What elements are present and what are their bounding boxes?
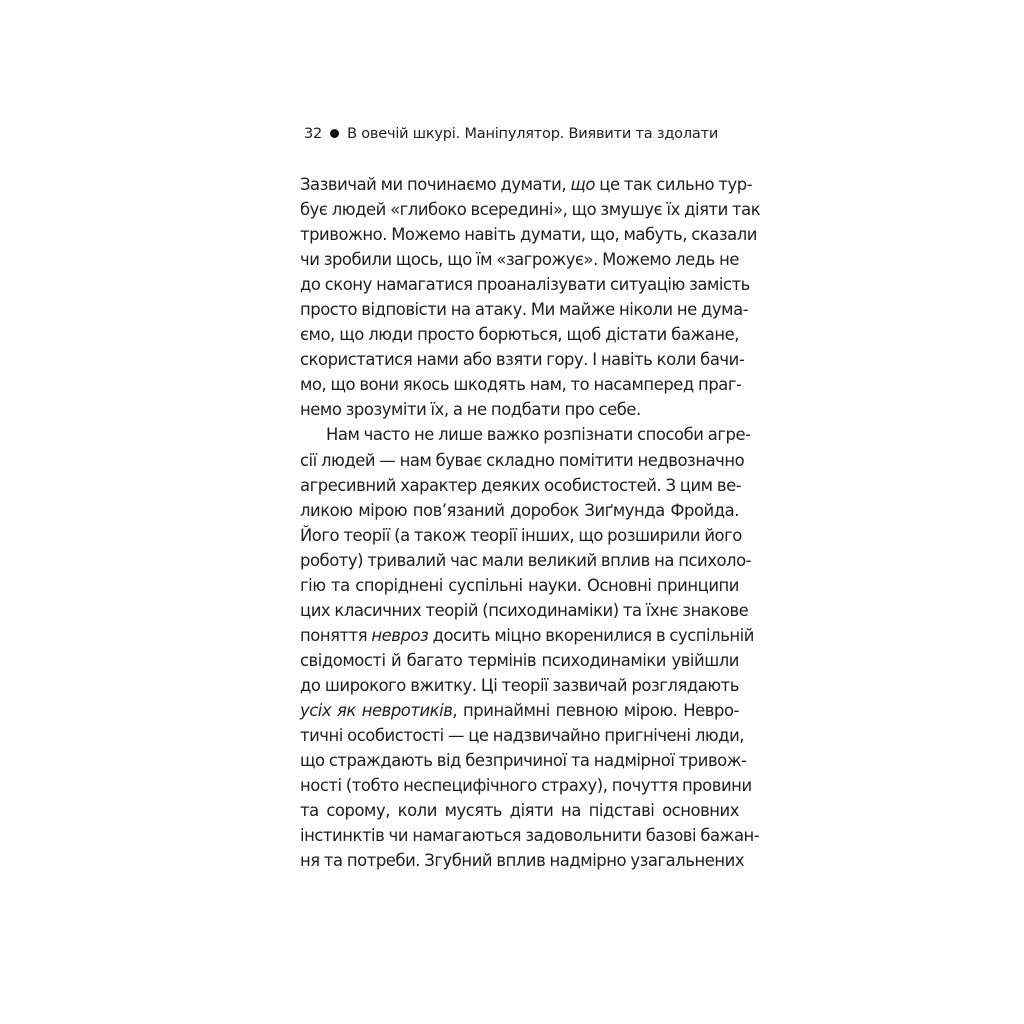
page-number: 32 (304, 126, 323, 142)
text-span: до широкого вжитку. Ці теорії зазвичай розглядають (300, 675, 739, 695)
text-span: це так сильно тур- (594, 175, 753, 194)
text-span: мо, що вони якось шкодять нам, то насамперед праг- (300, 375, 742, 395)
italic-text: що (570, 175, 595, 194)
text-line (300, 548, 752, 573)
text-span: цих класичних теорій (психодинаміки) та їхнє знакове (300, 600, 749, 620)
body-text (300, 172, 761, 873)
text-span: тривожно. Можемо навіть думати, що, мабуть, сказали (300, 225, 757, 245)
text-span: бує людей «глибоко всередині», що змушує їх діяти так (300, 200, 761, 220)
text-line (300, 422, 751, 447)
text-span: Зазвичай ми починаємо думати, (300, 175, 571, 194)
text-line (300, 247, 739, 272)
text-line (300, 397, 739, 422)
text-span: свідомості й багато термінів психодинаміки увійшли (300, 650, 739, 670)
text-span: та сорому, коли мусять діяти на підставі основних (300, 801, 739, 821)
text-line (300, 498, 739, 523)
text-span: ності (тобто неспецифічного страху), почуття провини (300, 776, 752, 796)
text-line (300, 297, 749, 322)
text-line (300, 698, 739, 723)
paragraph (300, 172, 761, 422)
text-line (300, 573, 739, 598)
text-span: Його теорії (а також теорії інших, що розширили його (300, 525, 742, 545)
text-line (300, 748, 747, 773)
text-span: , принаймні певною мірою. Невро- (452, 700, 739, 720)
text-line (300, 648, 739, 673)
text-span: сії людей — нам буває складно помітити недвозначно (300, 450, 745, 470)
text-line (300, 372, 742, 397)
text-span: поняття (300, 625, 372, 645)
running-title: В овечій шкурі. Маніпулятор. Виявити та здолати (347, 126, 719, 142)
paragraph (300, 422, 760, 873)
text-span: інстинктів чи намагаються задовольнити базові бажан- (300, 826, 760, 846)
text-span: агресивний характер деяких особистостей. З цим ве- (300, 475, 742, 495)
text-line (300, 673, 739, 698)
text-line (300, 473, 742, 498)
text-line (300, 773, 752, 798)
text-span: чи зробили щось, що їм «загрожує». Можемо ледь не (300, 250, 740, 270)
text-span: ємо, що люди просто борються, щоб дістати бажане, (300, 325, 739, 345)
italic-text: усіх як невротиків (300, 700, 453, 720)
text-span: ликою мірою пов’язаний доробок Зиґмунда Фройда. (300, 500, 739, 520)
text-span: просто відповісти на атаку. Ми майже ніколи не дума- (300, 300, 749, 320)
text-line (300, 598, 749, 623)
text-line (300, 272, 750, 297)
text-span: ня та потреби. Згубний вплив надмірно узагальнених (300, 851, 745, 871)
text-span: немо зрозуміти їх, а не подбати про себе. (300, 400, 641, 420)
text-line (300, 172, 753, 197)
text-span: тичні особистості — це надзвичайно пригнічені люди, (300, 726, 745, 746)
text-line (300, 823, 760, 848)
text-line (300, 623, 754, 648)
text-line (300, 448, 745, 473)
text-line (300, 222, 757, 247)
text-line (300, 798, 739, 823)
italic-text: невроз (371, 625, 429, 645)
text-line (300, 197, 761, 222)
text-line (300, 523, 742, 548)
text-line (300, 723, 745, 748)
bullet-separator-icon (330, 129, 339, 138)
running-header (304, 126, 718, 142)
text-span: гію та споріднені суспільні науки. Основні принципи (300, 575, 739, 595)
text-span: досить міцно вкоренилися в суспільній (428, 625, 754, 645)
text-span: що страждають від безпричиної та надмірної тривож- (300, 751, 747, 771)
text-line (300, 322, 739, 347)
text-line (300, 347, 745, 372)
text-span: роботу) тривалий час мали великий вплив на психоло- (300, 550, 752, 570)
text-line (300, 848, 745, 873)
text-span: Нам часто не лише важко розпізнати способи агре- (326, 425, 751, 445)
text-span: скористатися нами або взяти гору. І навіть коли бачи- (300, 350, 745, 370)
text-span: до скону намагатися проаналізувати ситуацію замість (300, 275, 750, 295)
